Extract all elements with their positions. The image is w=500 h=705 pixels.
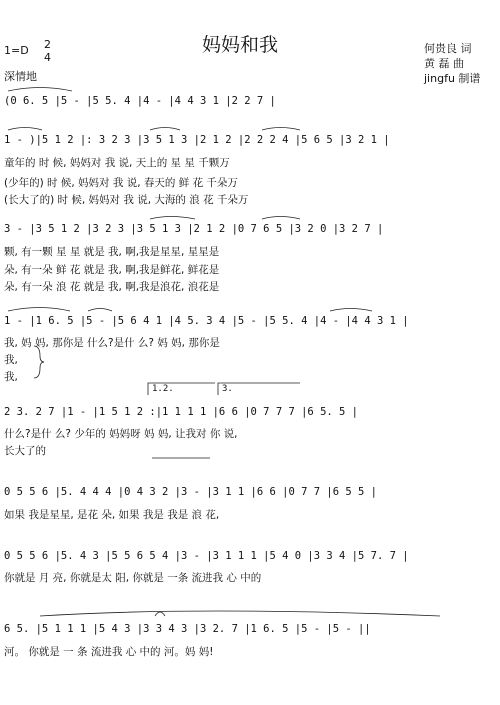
system-2-lyric-2: (少年的) 时 候, 妈妈对 我 说, 春天的 鲜 花 千朵万: [4, 177, 238, 189]
slur: [330, 309, 372, 312]
slur: [150, 128, 180, 131]
time-signature-top: 2: [44, 38, 51, 51]
slur: [8, 128, 42, 131]
slur: [262, 128, 300, 131]
slur: [40, 611, 440, 616]
system-2-lyric-1: 童年的 时 候, 妈妈对 我 说, 天上的 星 星 千颗万: [4, 157, 230, 169]
system-5-lyric-2: 长大了的: [4, 445, 46, 457]
slur: [8, 88, 72, 92]
volta-second-ending: 3.: [222, 384, 233, 394]
system-3-lyric-1: 颗, 有一颗 星 星 就是 我, 啊,我是星星, 星星是: [4, 246, 220, 258]
system-5-notes: 2 3. 2 7 |1 - |1 5 1 2 :|1 1 1 1 |6 6 |0 7 7 7 |6 5. 5 |: [4, 406, 359, 418]
volta-bracket: [148, 383, 215, 395]
lyricist-credit: 何贵良 词: [424, 42, 472, 55]
volta-first-ending: 1.2.: [152, 384, 174, 394]
key-signature: 1=D: [4, 44, 29, 57]
system-3-notes: 3 - |3 5 1 2 |3 2 3 |3 5 1 3 |2 1 2 |0 7 6 5 |3 2 0 |3 2 7 |: [4, 223, 384, 235]
system-4-notes: 1 - |1 6. 5 |5 - |5 6 4 1 |4 5. 3 4 |5 - |5 5. 4 |4 - |4 4 3 1 |: [4, 315, 409, 327]
system-5-lyric-1: 什么?是什 么? 少年的 妈妈呀 妈 妈, 让我对 你 说,: [4, 428, 238, 440]
system-8-lyric-1: 河。 你就是 一 条 流进我 心 中的 河。妈 妈!: [4, 646, 214, 658]
system-7-lyric-1: 你就是 月 亮, 你就是太 阳, 你就是 一条 流进我 心 中的: [4, 572, 262, 584]
tempo-marking: 深情地: [4, 70, 37, 83]
system-6-notes: 0 5 5 6 |5. 4 4 4 |0 4 3 2 |3 - |3 1 1 |6 6 |0 7 7 |6 5 5 |: [4, 486, 377, 498]
slur: [150, 217, 195, 220]
system-3-lyric-3: 朵, 有一朵 浪 花 就是 我, 啊,我是浪花, 浪花是: [4, 281, 220, 293]
volta-bracket: [218, 383, 300, 395]
system-1-notes: (0 6. 5 |5 - |5 5. 4 |4 - |4 4 3 1 |2 2 7 |: [4, 95, 276, 107]
slur: [262, 217, 300, 220]
system-4-lyric-3: 我,: [4, 371, 18, 383]
system-2-lyric-3: (长大了的) 时 候, 妈妈对 我 说, 大海的 浪 花 千朵万: [4, 194, 249, 206]
lyric-brace: [34, 346, 44, 378]
page-title: 妈妈和我: [202, 34, 279, 56]
slur: [8, 308, 70, 312]
slur: [88, 309, 112, 312]
system-2-notes: 1 - )|5 1 2 |: 3 2 3 |3 5 1 3 |2 1 2 |2 2 2 4 |5 6 5 |3 2 1 |: [4, 134, 390, 146]
composer-credit: 黄 磊 曲: [424, 57, 464, 70]
system-3-lyric-2: 朵, 有一朵 鲜 花 就是 我, 啊,我是鲜花, 鲜花是: [4, 264, 220, 276]
system-6-lyric-1: 如果 我是星星, 是花 朵, 如果 我是 我是 浪 花,: [4, 509, 220, 521]
system-4-lyric-1: 我, 妈 妈, 那你是 什么?是什 么? 妈 妈, 那你是: [4, 337, 220, 349]
system-8-notes: 6 5. |5 1 1 1 |5 4 3 |3 3 4 3 |3 2. 7 |1 6. 5 |5 - |5 - ||: [4, 623, 371, 635]
notation-credit: jingfu 制谱: [424, 72, 481, 85]
time-signature-bottom: 4: [44, 51, 51, 64]
fermata-mark: [155, 612, 165, 616]
system-4-lyric-2: 我,: [4, 354, 18, 366]
system-7-notes: 0 5 5 6 |5. 4 3 |5 5 6 5 4 |3 - |3 1 1 1 |5 4 0 |3 3 4 |5 7. 7 |: [4, 550, 409, 562]
